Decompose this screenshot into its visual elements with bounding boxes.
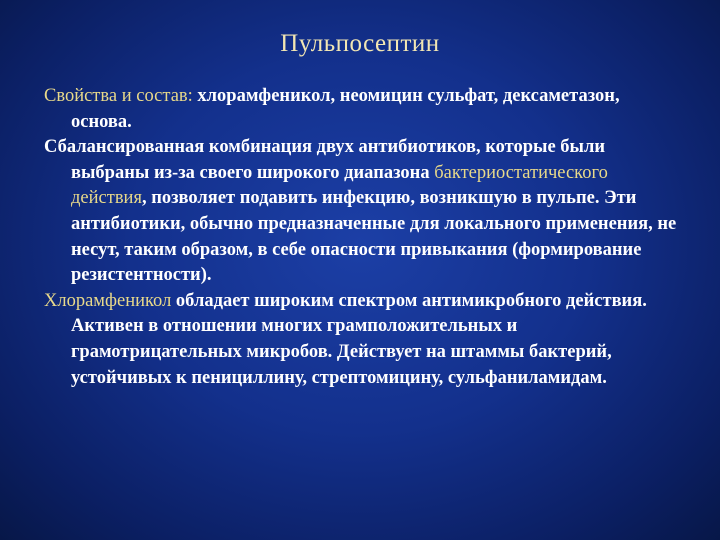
paragraph-chloramphenicol [44, 289, 684, 391]
chloramphenicol-text: обладает широким спектром антимикробного действия. Активен в отношении многих грамположительных и грамотрицательных микробов. Действует на штаммы бактерий, устойчивых к пенициллину, стрептомицину, сульфаниламидам. [71, 290, 647, 388]
bacteriostatic-highlight: бактериостатического действия [71, 162, 608, 209]
combination-text-end: , позволяет подавить инфекцию, возникшую в пульпе. Эти антибиотики, обычно предназначенные для локального применения, не несут, таким образом, в себе опасности привыкания (формирование резистентности). [71, 188, 677, 286]
paragraph-combination [44, 135, 684, 289]
slide-body [44, 84, 684, 391]
chloramphenicol-label: Хлорамфеникол [44, 290, 172, 311]
paragraph-composition [44, 84, 684, 135]
composition-label: Свойства и состав: [44, 86, 193, 106]
slide-title: Пульпосептин [280, 30, 440, 57]
combination-text-start: Сбалансированная комбинация двух антибиотиков, которые были выбраны из-за своего широкого диапазона [44, 137, 606, 183]
composition-text: хлорамфеникол, неомицин сульфат, дексаметазон, основа. [71, 86, 620, 132]
